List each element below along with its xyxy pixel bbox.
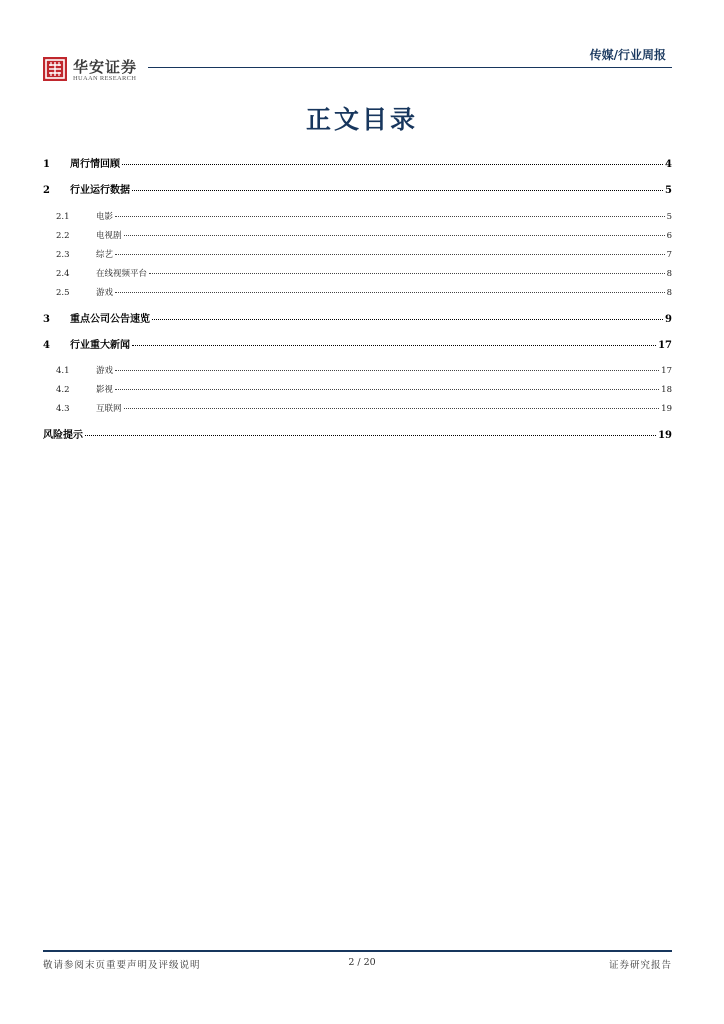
toc-entry-number: 2.3 <box>56 250 70 260</box>
toc-entry-label: 游戏 <box>96 366 114 376</box>
footer-disclaimer: 敬请参阅末页重要声明及评级说明 <box>43 960 201 971</box>
footer-divider <box>43 950 672 952</box>
toc-entry-page: 6 <box>666 231 672 241</box>
toc-entry-label: 风险提示 <box>43 430 83 441</box>
toc-entry-label: 游戏 <box>96 288 114 298</box>
toc-entry-page: 5 <box>666 212 672 222</box>
toc-leader-dots <box>152 309 663 320</box>
toc-entry[interactable] <box>43 336 672 350</box>
header-divider <box>148 67 672 68</box>
toc-entry-number: 4 <box>43 340 50 351</box>
logo-subtext: HUAAN RESEARCH <box>73 75 137 82</box>
toc-leader-dots <box>115 282 665 293</box>
toc-entry-number: 4.3 <box>56 404 70 414</box>
toc-leader-dots <box>115 379 659 390</box>
toc-subentry[interactable] <box>43 362 672 376</box>
logo-wordmark: 华安证券 <box>73 58 138 76</box>
logo-icon <box>43 57 67 81</box>
toc-entry[interactable] <box>43 310 672 324</box>
toc-entry-label: 行业运行数据 <box>70 185 130 196</box>
toc-subentry[interactable] <box>43 265 672 279</box>
toc-entry-number: 2.4 <box>56 269 70 279</box>
toc-entry-label: 影视 <box>96 385 114 395</box>
toc-entry[interactable] <box>43 181 672 195</box>
toc-entry-number: 2.5 <box>56 288 70 298</box>
toc-entry-label: 重点公司公告速览 <box>70 314 150 325</box>
footer-report-type: 证券研究报告 <box>608 960 672 971</box>
toc-leader-dots <box>115 244 665 255</box>
page-indicator: 2 / 20 <box>348 957 376 968</box>
toc-entry-page: 8 <box>666 269 672 279</box>
toc-subentry[interactable] <box>43 400 672 414</box>
toc-leader-dots <box>122 154 663 165</box>
toc-entry-label: 互联网 <box>96 404 122 414</box>
toc-entry-label: 周行情回顾 <box>70 159 120 170</box>
toc-entry-number: 1 <box>43 159 50 170</box>
toc-subentry[interactable] <box>43 208 672 222</box>
toc-leader-dots <box>85 425 656 436</box>
toc-entry-page: 4 <box>665 159 672 170</box>
toc-subentry[interactable] <box>43 246 672 260</box>
toc-entry-page: 9 <box>665 314 672 325</box>
toc-entry[interactable] <box>43 155 672 169</box>
toc-entry-page: 8 <box>666 288 672 298</box>
toc-entry-number: 2.1 <box>56 212 70 222</box>
toc-entry-label: 行业重大新闻 <box>70 340 130 351</box>
toc-leader-dots <box>115 360 659 371</box>
toc-leader-dots <box>149 263 665 274</box>
toc-entry-page: 7 <box>666 250 672 260</box>
toc-entry-page: 19 <box>661 404 672 414</box>
toc-subentry[interactable] <box>43 284 672 298</box>
report-category: 传媒/行业周报 <box>589 48 666 62</box>
toc-entry-label: 电视剧 <box>96 231 122 241</box>
toc-entry-number: 4.1 <box>56 366 70 376</box>
toc-leader-dots <box>132 180 663 191</box>
toc-entry-number: 4.2 <box>56 385 70 395</box>
toc-entry-label: 电影 <box>96 212 114 222</box>
toc-entry-page: 5 <box>665 185 672 196</box>
toc-entry[interactable] <box>43 426 672 440</box>
toc-entry-number: 2 <box>43 185 50 196</box>
page-title: 正文目录 <box>305 105 418 134</box>
toc-entry-page: 18 <box>661 385 672 395</box>
toc-entry-page: 19 <box>658 430 672 441</box>
toc-entry-label: 在线视频平台 <box>96 269 148 279</box>
toc-leader-dots <box>124 398 660 409</box>
toc-subentry[interactable] <box>43 227 672 241</box>
toc-leader-dots <box>115 206 665 217</box>
toc-entry-page: 17 <box>658 340 672 351</box>
toc-entry-page: 17 <box>661 366 672 376</box>
toc-entry-number: 2.2 <box>56 231 70 241</box>
toc-subentry[interactable] <box>43 381 672 395</box>
toc-leader-dots <box>132 335 656 346</box>
toc-entry-number: 3 <box>43 314 50 325</box>
toc-entry-label: 综艺 <box>96 250 114 260</box>
toc-leader-dots <box>124 225 665 236</box>
